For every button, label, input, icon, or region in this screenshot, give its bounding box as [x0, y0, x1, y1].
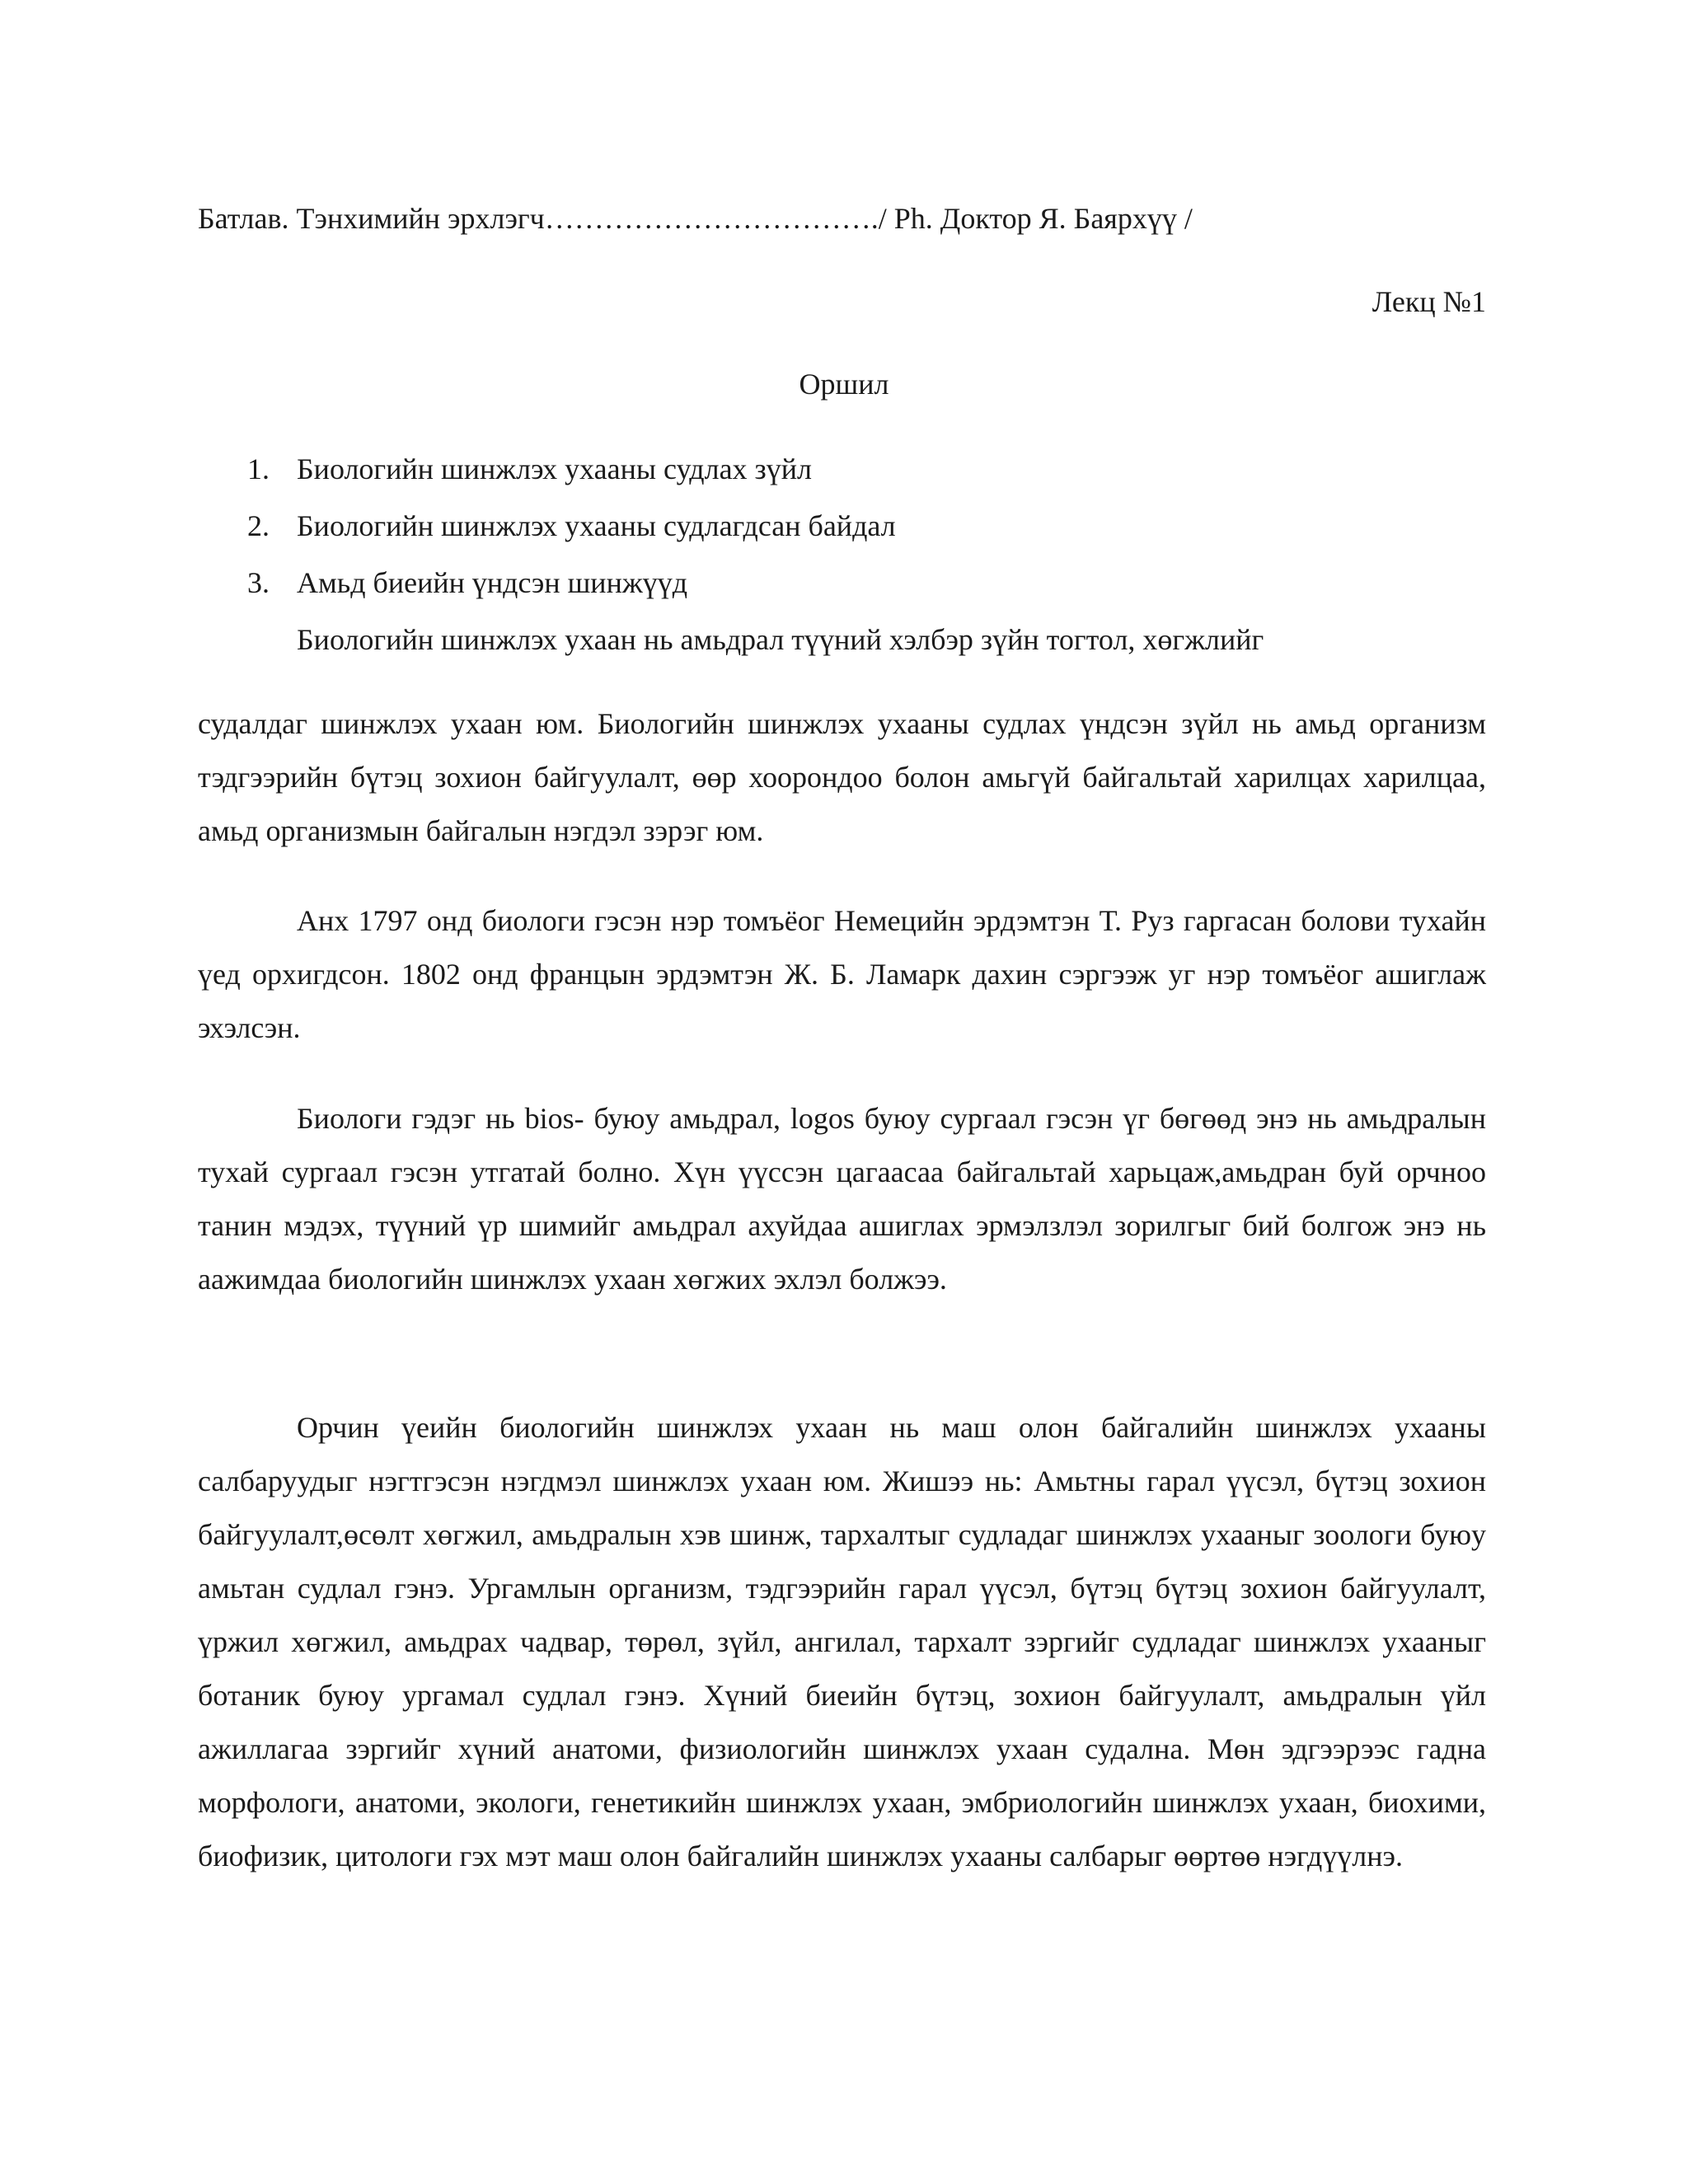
- list-item-text: Биологийн шинжлэх ухааны судлагдсан байдал: [297, 509, 896, 542]
- paragraph-history: Анх 1797 онд биологи гэсэн нэр томъёог Немецийн эрдэмтэн Т. Руз гаргасан болови тухайн үед орхигдсон. 1802 онд францын эрдэмтэн Ж. Б. Ламарк дахин сэргээж уг нэр томъёог ашиглаж эхэлсэн.: [198, 904, 1486, 1044]
- page-title: Оршил: [799, 368, 889, 401]
- paragraph-branches: Орчин үеийн биологийн шинжлэх ухаан нь маш олон байгалийн шинжлэх ухааны салбаруудыг нэгтгэсэн нэгдмэл шинжлэх ухаан юм. Жишээ нь: Амьтны гарал үүсэл, бүтэц зохион байгуулалт,өсөлт хөгжил, амьдралын хэв шинж, тархалтыг судладаг шинжлэх ухааныг зоологи буюу амьтан судлал гэнэ. Ургамлын организм, тэдгээрийн гарал үүсэл, бүтэц бүтэц зохион байгуулалт, үржил хөгжил, амьдрах чадвар, төрөл, зүйл, ангилал, тархалт зэргийг судладаг шинжлэх ухааныг ботаник буюу ургамал судлал гэнэ. Хүний биеийн бүтэц, зохион байгуулалт, амьдралын үйл ажиллагаа зэргийг хүний анатоми, физиологийн шинжлэх ухаан судална. Мөн эдгээрээс гадна морфологи, анатоми, экологи, генетикийн шинжлэх ухаан, эмбриологийн шинжлэх ухаан, биохими, биофизик, цитологи гэх мэт маш олон байгалийн шинжлэх ухааны салбарыг өөртөө нэгдүүлнэ.: [198, 1411, 1486, 1872]
- list-item-text: Амьд биеийн үндсэн шинжүүд: [297, 566, 688, 599]
- lecture-number: Лекц №1: [1372, 285, 1486, 318]
- list-item-number: 1.: [247, 452, 270, 485]
- topic-list: [247, 449, 896, 620]
- intro-lead-line: Биологийн шинжлэх ухаан нь амьдрал түүний хэлбэр зүйн тогтол, хөгжлийг: [297, 623, 1264, 656]
- list-item-text: Биологийн шинжлэх ухааны судлах зүйл: [297, 452, 813, 485]
- paragraph-etymology: Биологи гэдэг нь bios- буюу амьдрал, logos буюу сургаал гэсэн үг бөгөөд энэ нь амьдралын тухай сургаал гэсэн утгатай болно. Хүн үүссэн цагаасаа байгальтай харьцаж,амьдран буй орчноо танин мэдэх, түүний үр шимийг амьдрал ахуйдаа ашиглах эрмэлзлэл зорилгыг бий болгож энэ нь аажимдаа биологийн шинжлэх ухаан хөгжих эхлэл болжээ.: [198, 1102, 1486, 1296]
- list-item-number: 3.: [247, 566, 270, 599]
- list-item: [247, 449, 896, 506]
- paragraph-definition: судалдаг шинжлэх ухаан юм. Биологийн шинжлэх ухааны судлах үндсэн зүйл нь амьд организм тэдгээрийн бүтэц зохион байгуулалт, өөр хоорондоо болон амьгүй байгальтай харилцах харилцаа, амьд организмын байгалын нэгдэл зэрэг юм.: [198, 707, 1486, 847]
- approval-line: Батлав. Тэнхимийн эрхлэгч……………………………./ Ph. Доктор Я. Баярхүү /: [198, 202, 1193, 235]
- list-item-number: 2.: [247, 509, 270, 542]
- list-item: [247, 563, 896, 620]
- list-item: [247, 506, 896, 563]
